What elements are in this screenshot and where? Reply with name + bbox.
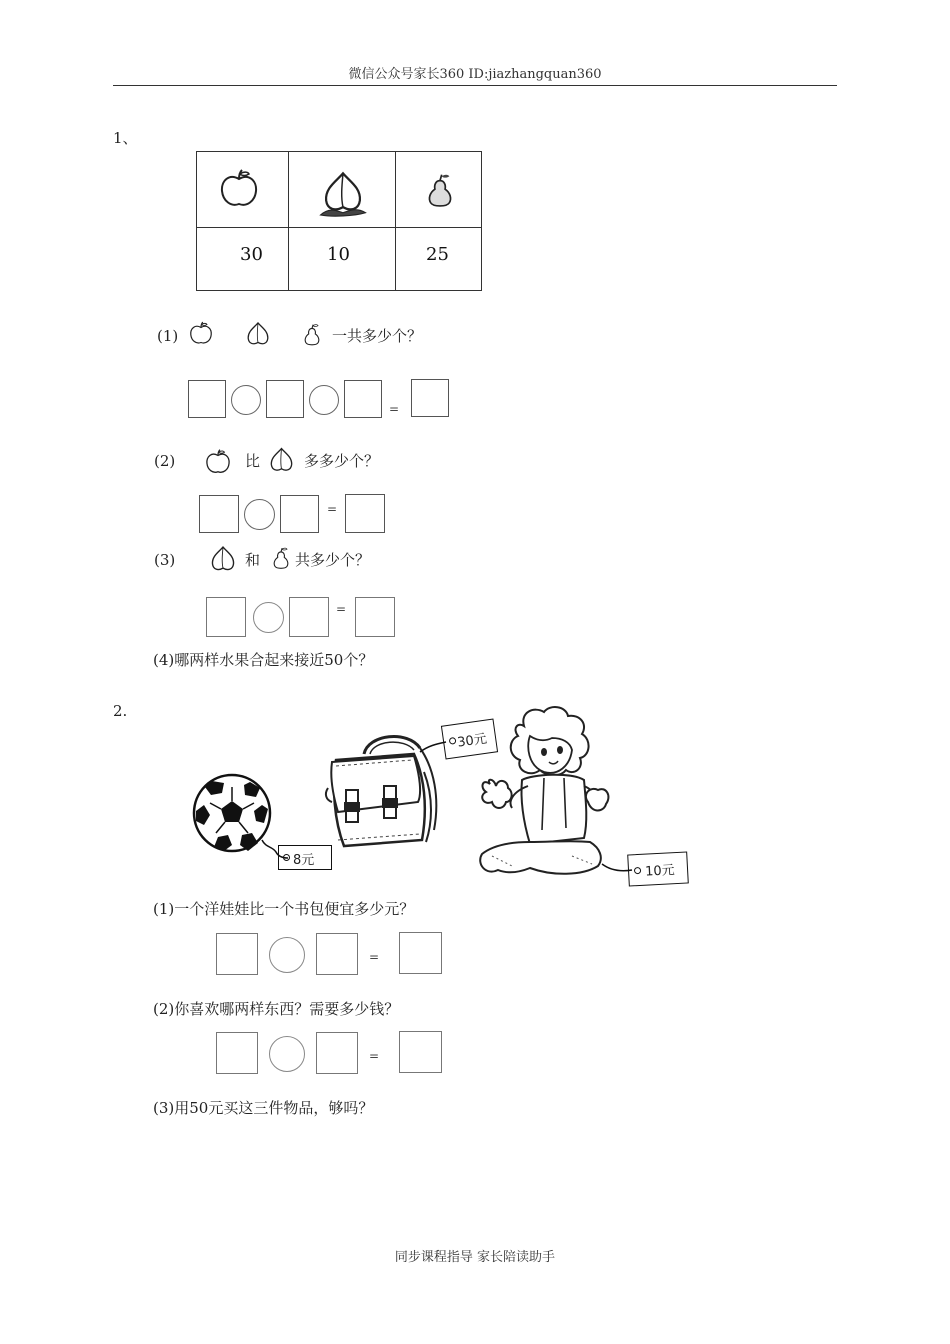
answer-box[interactable]	[216, 1032, 258, 1074]
apple-icon	[219, 168, 259, 210]
peach-count: 10	[327, 244, 350, 265]
answer-box[interactable]	[216, 933, 258, 975]
answer-box[interactable]	[266, 380, 304, 418]
equals-sign: =	[369, 1049, 380, 1063]
q2-part1: (1)一个洋娃娃比一个书包便宜多少元？	[153, 900, 415, 918]
result-box[interactable]	[411, 379, 449, 417]
answer-box[interactable]	[316, 1032, 358, 1074]
header-divider	[113, 85, 837, 86]
pear-count: 25	[426, 244, 449, 265]
operator-circle[interactable]	[309, 385, 339, 415]
q2-number: 2.	[113, 702, 128, 720]
operator-circle[interactable]	[231, 385, 261, 415]
pear-icon	[270, 543, 292, 573]
answer-box[interactable]	[206, 597, 246, 637]
q1-part4: (4)哪两样水果合起来接近50个？	[153, 651, 374, 669]
doll-price-tag	[627, 851, 689, 886]
q2-part3: (3)用50元买这三件物品，够吗？	[153, 1099, 374, 1117]
apple-count: 30	[240, 244, 263, 265]
page-footer: 同步课程指导 家长陪读助手	[394, 1250, 556, 1265]
q1-part1-label: (1)	[157, 327, 179, 345]
pear-icon	[423, 169, 457, 211]
peach-icon	[268, 446, 295, 474]
doll-price: 10元	[644, 863, 676, 880]
result-box[interactable]	[345, 494, 385, 533]
answer-box[interactable]	[316, 933, 358, 975]
answer-box[interactable]	[188, 380, 226, 418]
fruit-table	[196, 151, 482, 291]
q1-part2-middle: 比	[245, 452, 261, 470]
peach-icon	[319, 170, 367, 215]
answer-box[interactable]	[199, 495, 239, 533]
apple-icon	[189, 321, 213, 346]
backpack-price: 30元	[456, 731, 488, 751]
peach-icon	[245, 321, 271, 347]
pear-icon	[301, 321, 323, 348]
answer-box[interactable]	[344, 380, 382, 418]
page-header: 微信公众号家长360 ID:jiazhangquan360	[348, 67, 602, 82]
q2-part2: (2)你喜欢哪两样东西？需要多少钱？	[153, 1000, 400, 1018]
ball-price: 8元	[293, 853, 315, 868]
apple-icon	[203, 449, 233, 475]
equals-sign: =	[336, 602, 347, 616]
operator-circle[interactable]	[269, 937, 305, 973]
equals-sign: =	[389, 402, 400, 416]
q1-part1-text: 一共多少个？	[332, 327, 423, 345]
answer-box[interactable]	[280, 495, 319, 533]
answer-box[interactable]	[289, 597, 329, 637]
q1-part2-text: 多多少个？	[304, 452, 380, 470]
operator-circle[interactable]	[244, 499, 275, 530]
result-box[interactable]	[399, 1031, 442, 1073]
q1-part3-text: 共多少个？	[295, 551, 371, 569]
result-box[interactable]	[399, 932, 442, 974]
operator-circle[interactable]	[269, 1036, 305, 1072]
q1-part2-label: (2)	[154, 452, 176, 470]
equals-sign: =	[369, 950, 380, 964]
q1-number: 1、	[113, 129, 138, 147]
q1-part3-middle: 和	[245, 551, 261, 569]
result-box[interactable]	[355, 597, 395, 637]
operator-circle[interactable]	[253, 602, 284, 633]
doll-icon	[472, 706, 622, 882]
peach-icon	[209, 545, 237, 573]
equals-sign: =	[327, 502, 338, 516]
q1-part3-label: (3)	[154, 551, 176, 569]
